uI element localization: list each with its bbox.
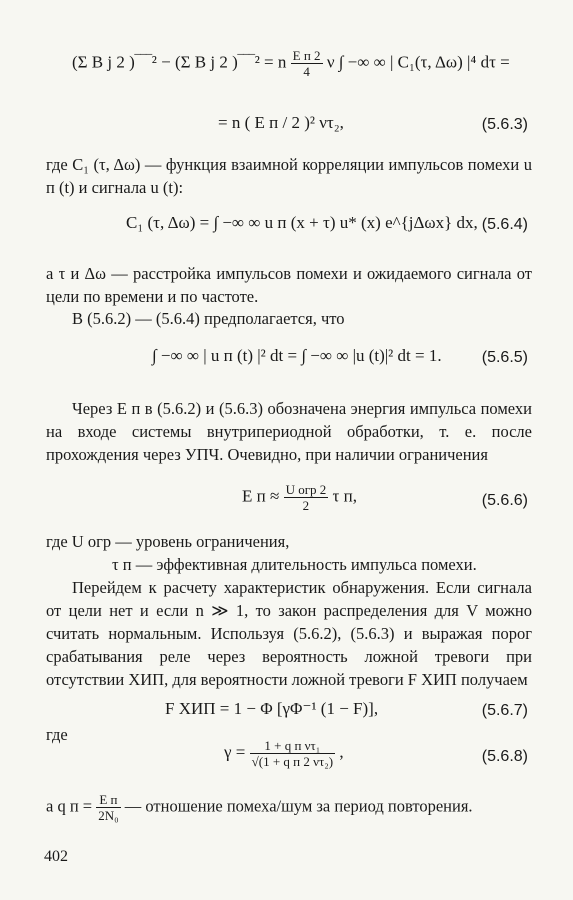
equation-fraction [291, 48, 323, 79]
equation-5-6-8 [224, 738, 344, 769]
paragraph-assumption [46, 307, 532, 330]
paragraph-detuning [46, 262, 532, 308]
equation-5-6-3-line-2 [218, 113, 344, 133]
fraction-denominator: 2N₀ [98, 808, 119, 823]
equation-number-5-6-7: (5.6.7) [481, 702, 528, 719]
equation-fraction [250, 738, 335, 769]
paragraph-text: где [46, 725, 68, 744]
paragraph-text: a τ и Δω — расстройка импульсов помехи и ожидаемого сигнала от цели по времени и по частоте. [46, 264, 532, 306]
paragraph-detection-characteristics [46, 576, 532, 691]
fraction-denominator: 2 [302, 498, 310, 513]
equation-number-5-6-5: (5.6.5) [481, 349, 528, 366]
equation-5-6-3-line-1 [72, 48, 510, 79]
paragraph-noise-ratio [46, 792, 532, 823]
equation-lhs: (Σ B j 2 )‾‾‾² − (Σ B j 2 )‾‾‾² = n [72, 52, 287, 72]
paragraph-text: Перейдем к расчету характеристик обнаружения. Если сигнала от цели нет и если n ≫ 1, то закон распределения для V можно считать нормальным. Используя (5.6.2), (5.6.3) и выражая порог срабатывания реле через вероятность ложной тревоги при отсутствии ХИП, для вероятности ложной тревоги F ХИП получаем [46, 578, 532, 689]
equation-body: C₁ (τ, Δω) = ∫ −∞ ∞ u п (x + τ) u* (x) e^{jΔωx} dx, [126, 213, 478, 232]
fraction-denominator: 4 [303, 64, 310, 79]
paragraph-pulse-duration [112, 553, 532, 576]
equation-lhs: γ = [224, 742, 246, 762]
fraction-numerator: 1 + q п ντ₁ [250, 738, 335, 754]
paragraph-text: Через E п в (5.6.2) и (5.6.3) обозначена энергия импульса помехи на входе системы внутрипериодной обработки, т. е. после прохождения через УПЧ. Очевидно, при наличии ограничения [46, 399, 532, 464]
equation-fraction [284, 482, 329, 513]
fraction-numerator: U огр 2 [285, 482, 327, 497]
equation-body: F ХИП = 1 − Φ [γΦ⁻¹ (1 − F)], [165, 699, 379, 718]
equation-number-5-6-6: (5.6.6) [481, 492, 528, 509]
ratio-fraction [96, 792, 120, 823]
equation-rhs: τ п, [332, 486, 357, 506]
ratio-description: — отношение помеха/шум за период повторения. [124, 796, 473, 816]
equation-5-6-4 [126, 213, 478, 233]
equation-5-6-7 [165, 699, 378, 719]
equation-number-5-6-8: (5.6.8) [481, 748, 528, 765]
paragraph-correlation-definition [46, 153, 532, 199]
equation-5-6-6 [242, 482, 357, 513]
equation-number-5-6-3: (5.6.3) [481, 116, 528, 133]
ratio-symbol: a q п = [46, 796, 93, 816]
equation-continuation: = n ( E п / 2 )² ντ₂, [218, 113, 344, 132]
paragraph-text: где C₁ (τ, Δω) — функция взаимной корреляции импульсов помехи u п (t) и сигнала u (t): [46, 155, 532, 197]
equation-body: ∫ −∞ ∞ | u п (t) |² dt = ∫ −∞ ∞ |u (t)|² dt = 1. [152, 346, 442, 365]
equation-lhs: E п ≈ [242, 486, 280, 506]
fraction-denominator: √(1 + q п 2 ντ₂) [251, 754, 334, 769]
paragraph-text: τ п — эффективная длительность импульса помехи. [112, 555, 477, 574]
paragraph-text [46, 792, 532, 823]
page-number: 402 [44, 848, 68, 865]
fraction-numerator: E п 2 [292, 48, 321, 63]
equation-5-6-5 [152, 346, 442, 366]
equation-tail: , [339, 742, 344, 762]
equation-rhs: ν ∫ −∞ ∞ | C₁(τ, Δω) |⁴ dτ = [326, 52, 510, 72]
paragraph-text: В (5.6.2) — (5.6.4) предполагается, что [72, 309, 345, 328]
fraction-numerator: E п [96, 792, 120, 808]
paragraph-limit-level [46, 530, 532, 553]
paragraph-text: где U огр — уровень ограничения, [46, 532, 290, 551]
equation-number-5-6-4: (5.6.4) [481, 216, 528, 233]
paragraph-energy [46, 397, 532, 466]
